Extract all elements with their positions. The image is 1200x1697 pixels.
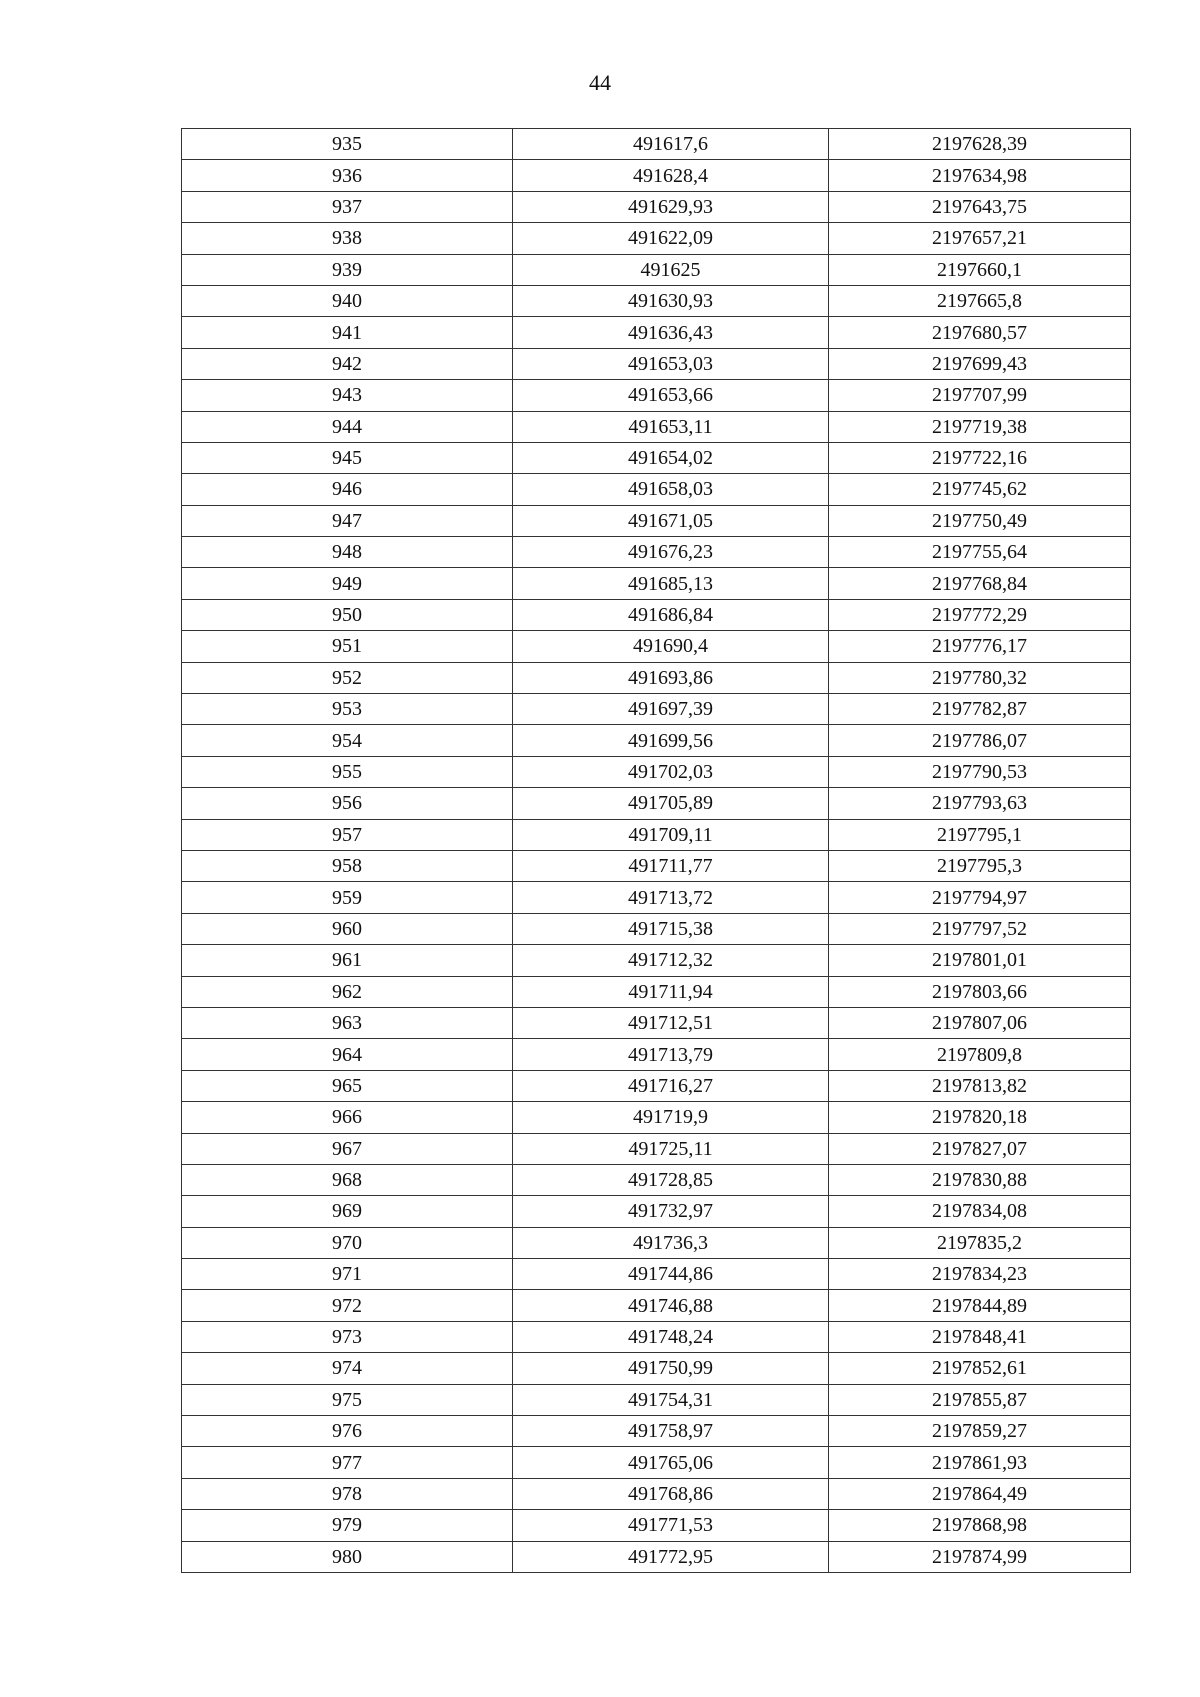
table-row [182,317,1131,348]
x-coordinate-cell: 491699,56 [513,725,829,756]
table-row [182,1164,1131,1195]
point-number-cell: 942 [182,348,513,379]
table-row [182,788,1131,819]
table-row [182,191,1131,222]
y-coordinate-cell: 2197634,98 [829,160,1131,191]
y-coordinate-cell: 2197801,01 [829,945,1131,976]
x-coordinate-cell: 491617,6 [513,129,829,160]
y-coordinate-cell: 2197790,53 [829,756,1131,787]
table-row [182,976,1131,1007]
point-number-cell: 944 [182,411,513,442]
coordinates-table [181,128,1131,1573]
x-coordinate-cell: 491754,31 [513,1384,829,1415]
point-number-cell: 936 [182,160,513,191]
x-coordinate-cell: 491709,11 [513,819,829,850]
point-number-cell: 960 [182,913,513,944]
y-coordinate-cell: 2197794,97 [829,882,1131,913]
coordinates-table-body [182,129,1131,1573]
y-coordinate-cell: 2197780,32 [829,662,1131,693]
point-number-cell: 970 [182,1227,513,1258]
y-coordinate-cell: 2197855,87 [829,1384,1131,1415]
y-coordinate-cell: 2197660,1 [829,254,1131,285]
x-coordinate-cell: 491653,03 [513,348,829,379]
point-number-cell: 961 [182,945,513,976]
y-coordinate-cell: 2197786,07 [829,725,1131,756]
point-number-cell: 971 [182,1259,513,1290]
table-row [182,631,1131,662]
y-coordinate-cell: 2197834,08 [829,1196,1131,1227]
point-number-cell: 947 [182,505,513,536]
x-coordinate-cell: 491676,23 [513,537,829,568]
x-coordinate-cell: 491713,79 [513,1039,829,1070]
point-number-cell: 941 [182,317,513,348]
table-row [182,1290,1131,1321]
y-coordinate-cell: 2197830,88 [829,1164,1131,1195]
x-coordinate-cell: 491622,09 [513,223,829,254]
table-row [182,756,1131,787]
x-coordinate-cell: 491654,02 [513,442,829,473]
table-row [182,474,1131,505]
x-coordinate-cell: 491711,77 [513,850,829,881]
y-coordinate-cell: 2197868,98 [829,1510,1131,1541]
y-coordinate-cell: 2197680,57 [829,317,1131,348]
point-number-cell: 935 [182,129,513,160]
point-number-cell: 980 [182,1541,513,1572]
table-row [182,160,1131,191]
page-number: 44 [589,70,611,95]
y-coordinate-cell: 2197782,87 [829,694,1131,725]
table-row [182,537,1131,568]
x-coordinate-cell: 491744,86 [513,1259,829,1290]
point-number-cell: 967 [182,1133,513,1164]
point-number-cell: 943 [182,380,513,411]
table-row [182,223,1131,254]
x-coordinate-cell: 491732,97 [513,1196,829,1227]
point-number-cell: 956 [182,788,513,819]
table-row [182,1541,1131,1572]
x-coordinate-cell: 491653,66 [513,380,829,411]
y-coordinate-cell: 2197813,82 [829,1070,1131,1101]
table-row [182,1039,1131,1070]
y-coordinate-cell: 2197874,99 [829,1541,1131,1572]
table-row [182,945,1131,976]
point-number-cell: 976 [182,1416,513,1447]
x-coordinate-cell: 491748,24 [513,1321,829,1352]
table-row [182,254,1131,285]
point-number-cell: 964 [182,1039,513,1070]
point-number-cell: 973 [182,1321,513,1352]
y-coordinate-cell: 2197793,63 [829,788,1131,819]
point-number-cell: 952 [182,662,513,693]
table-row [182,662,1131,693]
point-number-cell: 978 [182,1478,513,1509]
point-number-cell: 977 [182,1447,513,1478]
x-coordinate-cell: 491671,05 [513,505,829,536]
point-number-cell: 975 [182,1384,513,1415]
y-coordinate-cell: 2197745,62 [829,474,1131,505]
y-coordinate-cell: 2197699,43 [829,348,1131,379]
y-coordinate-cell: 2197827,07 [829,1133,1131,1164]
x-coordinate-cell: 491628,4 [513,160,829,191]
x-coordinate-cell: 491715,38 [513,913,829,944]
table-row [182,129,1131,160]
table-row [182,1510,1131,1541]
table-row [182,505,1131,536]
y-coordinate-cell: 2197807,06 [829,1007,1131,1038]
y-coordinate-cell: 2197864,49 [829,1478,1131,1509]
y-coordinate-cell: 2197768,84 [829,568,1131,599]
point-number-cell: 953 [182,694,513,725]
y-coordinate-cell: 2197803,66 [829,976,1131,1007]
x-coordinate-cell: 491685,13 [513,568,829,599]
x-coordinate-cell: 491658,03 [513,474,829,505]
y-coordinate-cell: 2197859,27 [829,1416,1131,1447]
point-number-cell: 945 [182,442,513,473]
point-number-cell: 972 [182,1290,513,1321]
y-coordinate-cell: 2197643,75 [829,191,1131,222]
point-number-cell: 954 [182,725,513,756]
point-number-cell: 938 [182,223,513,254]
y-coordinate-cell: 2197719,38 [829,411,1131,442]
x-coordinate-cell: 491746,88 [513,1290,829,1321]
point-number-cell: 968 [182,1164,513,1195]
x-coordinate-cell: 491653,11 [513,411,829,442]
x-coordinate-cell: 491702,03 [513,756,829,787]
point-number-cell: 965 [182,1070,513,1101]
table-row [182,1321,1131,1352]
point-number-cell: 969 [182,1196,513,1227]
point-number-cell: 979 [182,1510,513,1541]
y-coordinate-cell: 2197707,99 [829,380,1131,411]
table-row [182,1384,1131,1415]
y-coordinate-cell: 2197835,2 [829,1227,1131,1258]
table-row [182,1196,1131,1227]
table-row [182,882,1131,913]
point-number-cell: 937 [182,191,513,222]
point-number-cell: 939 [182,254,513,285]
table-row [182,1478,1131,1509]
x-coordinate-cell: 491712,32 [513,945,829,976]
table-row [182,1133,1131,1164]
point-number-cell: 958 [182,850,513,881]
x-coordinate-cell: 491768,86 [513,1478,829,1509]
point-number-cell: 963 [182,1007,513,1038]
y-coordinate-cell: 2197852,61 [829,1353,1131,1384]
table-row [182,1259,1131,1290]
x-coordinate-cell: 491686,84 [513,599,829,630]
x-coordinate-cell: 491690,4 [513,631,829,662]
y-coordinate-cell: 2197772,29 [829,599,1131,630]
x-coordinate-cell: 491629,93 [513,191,829,222]
table-row [182,380,1131,411]
point-number-cell: 950 [182,599,513,630]
table-row [182,725,1131,756]
table-row [182,1102,1131,1133]
y-coordinate-cell: 2197861,93 [829,1447,1131,1478]
x-coordinate-cell: 491750,99 [513,1353,829,1384]
y-coordinate-cell: 2197722,16 [829,442,1131,473]
x-coordinate-cell: 491736,3 [513,1227,829,1258]
y-coordinate-cell: 2197657,21 [829,223,1131,254]
y-coordinate-cell: 2197848,41 [829,1321,1131,1352]
x-coordinate-cell: 491728,85 [513,1164,829,1195]
table-row [182,411,1131,442]
point-number-cell: 949 [182,568,513,599]
table-row [182,913,1131,944]
y-coordinate-cell: 2197776,17 [829,631,1131,662]
x-coordinate-cell: 491765,06 [513,1447,829,1478]
table-row [182,442,1131,473]
table-row [182,1007,1131,1038]
point-number-cell: 946 [182,474,513,505]
point-number-cell: 962 [182,976,513,1007]
x-coordinate-cell: 491625 [513,254,829,285]
y-coordinate-cell: 2197755,64 [829,537,1131,568]
table-row [182,348,1131,379]
x-coordinate-cell: 491716,27 [513,1070,829,1101]
x-coordinate-cell: 491725,11 [513,1133,829,1164]
x-coordinate-cell: 491697,39 [513,694,829,725]
table-row [182,1353,1131,1384]
table-row [182,285,1131,316]
point-number-cell: 959 [182,882,513,913]
point-number-cell: 957 [182,819,513,850]
table-row [182,850,1131,881]
x-coordinate-cell: 491630,93 [513,285,829,316]
table-row [182,694,1131,725]
y-coordinate-cell: 2197795,3 [829,850,1131,881]
y-coordinate-cell: 2197795,1 [829,819,1131,850]
y-coordinate-cell: 2197844,89 [829,1290,1131,1321]
x-coordinate-cell: 491758,97 [513,1416,829,1447]
x-coordinate-cell: 491705,89 [513,788,829,819]
point-number-cell: 940 [182,285,513,316]
x-coordinate-cell: 491712,51 [513,1007,829,1038]
table-row [182,1416,1131,1447]
point-number-cell: 974 [182,1353,513,1384]
point-number-cell: 955 [182,756,513,787]
x-coordinate-cell: 491711,94 [513,976,829,1007]
x-coordinate-cell: 491693,86 [513,662,829,693]
y-coordinate-cell: 2197809,8 [829,1039,1131,1070]
table-row [182,1070,1131,1101]
point-number-cell: 951 [182,631,513,662]
y-coordinate-cell: 2197628,39 [829,129,1131,160]
table-row [182,819,1131,850]
x-coordinate-cell: 491636,43 [513,317,829,348]
table-row [182,599,1131,630]
x-coordinate-cell: 491713,72 [513,882,829,913]
point-number-cell: 948 [182,537,513,568]
y-coordinate-cell: 2197834,23 [829,1259,1131,1290]
x-coordinate-cell: 491719,9 [513,1102,829,1133]
table-row [182,1447,1131,1478]
x-coordinate-cell: 491771,53 [513,1510,829,1541]
x-coordinate-cell: 491772,95 [513,1541,829,1572]
point-number-cell: 966 [182,1102,513,1133]
y-coordinate-cell: 2197820,18 [829,1102,1131,1133]
table-row [182,1227,1131,1258]
table-row [182,568,1131,599]
y-coordinate-cell: 2197665,8 [829,285,1131,316]
y-coordinate-cell: 2197797,52 [829,913,1131,944]
y-coordinate-cell: 2197750,49 [829,505,1131,536]
